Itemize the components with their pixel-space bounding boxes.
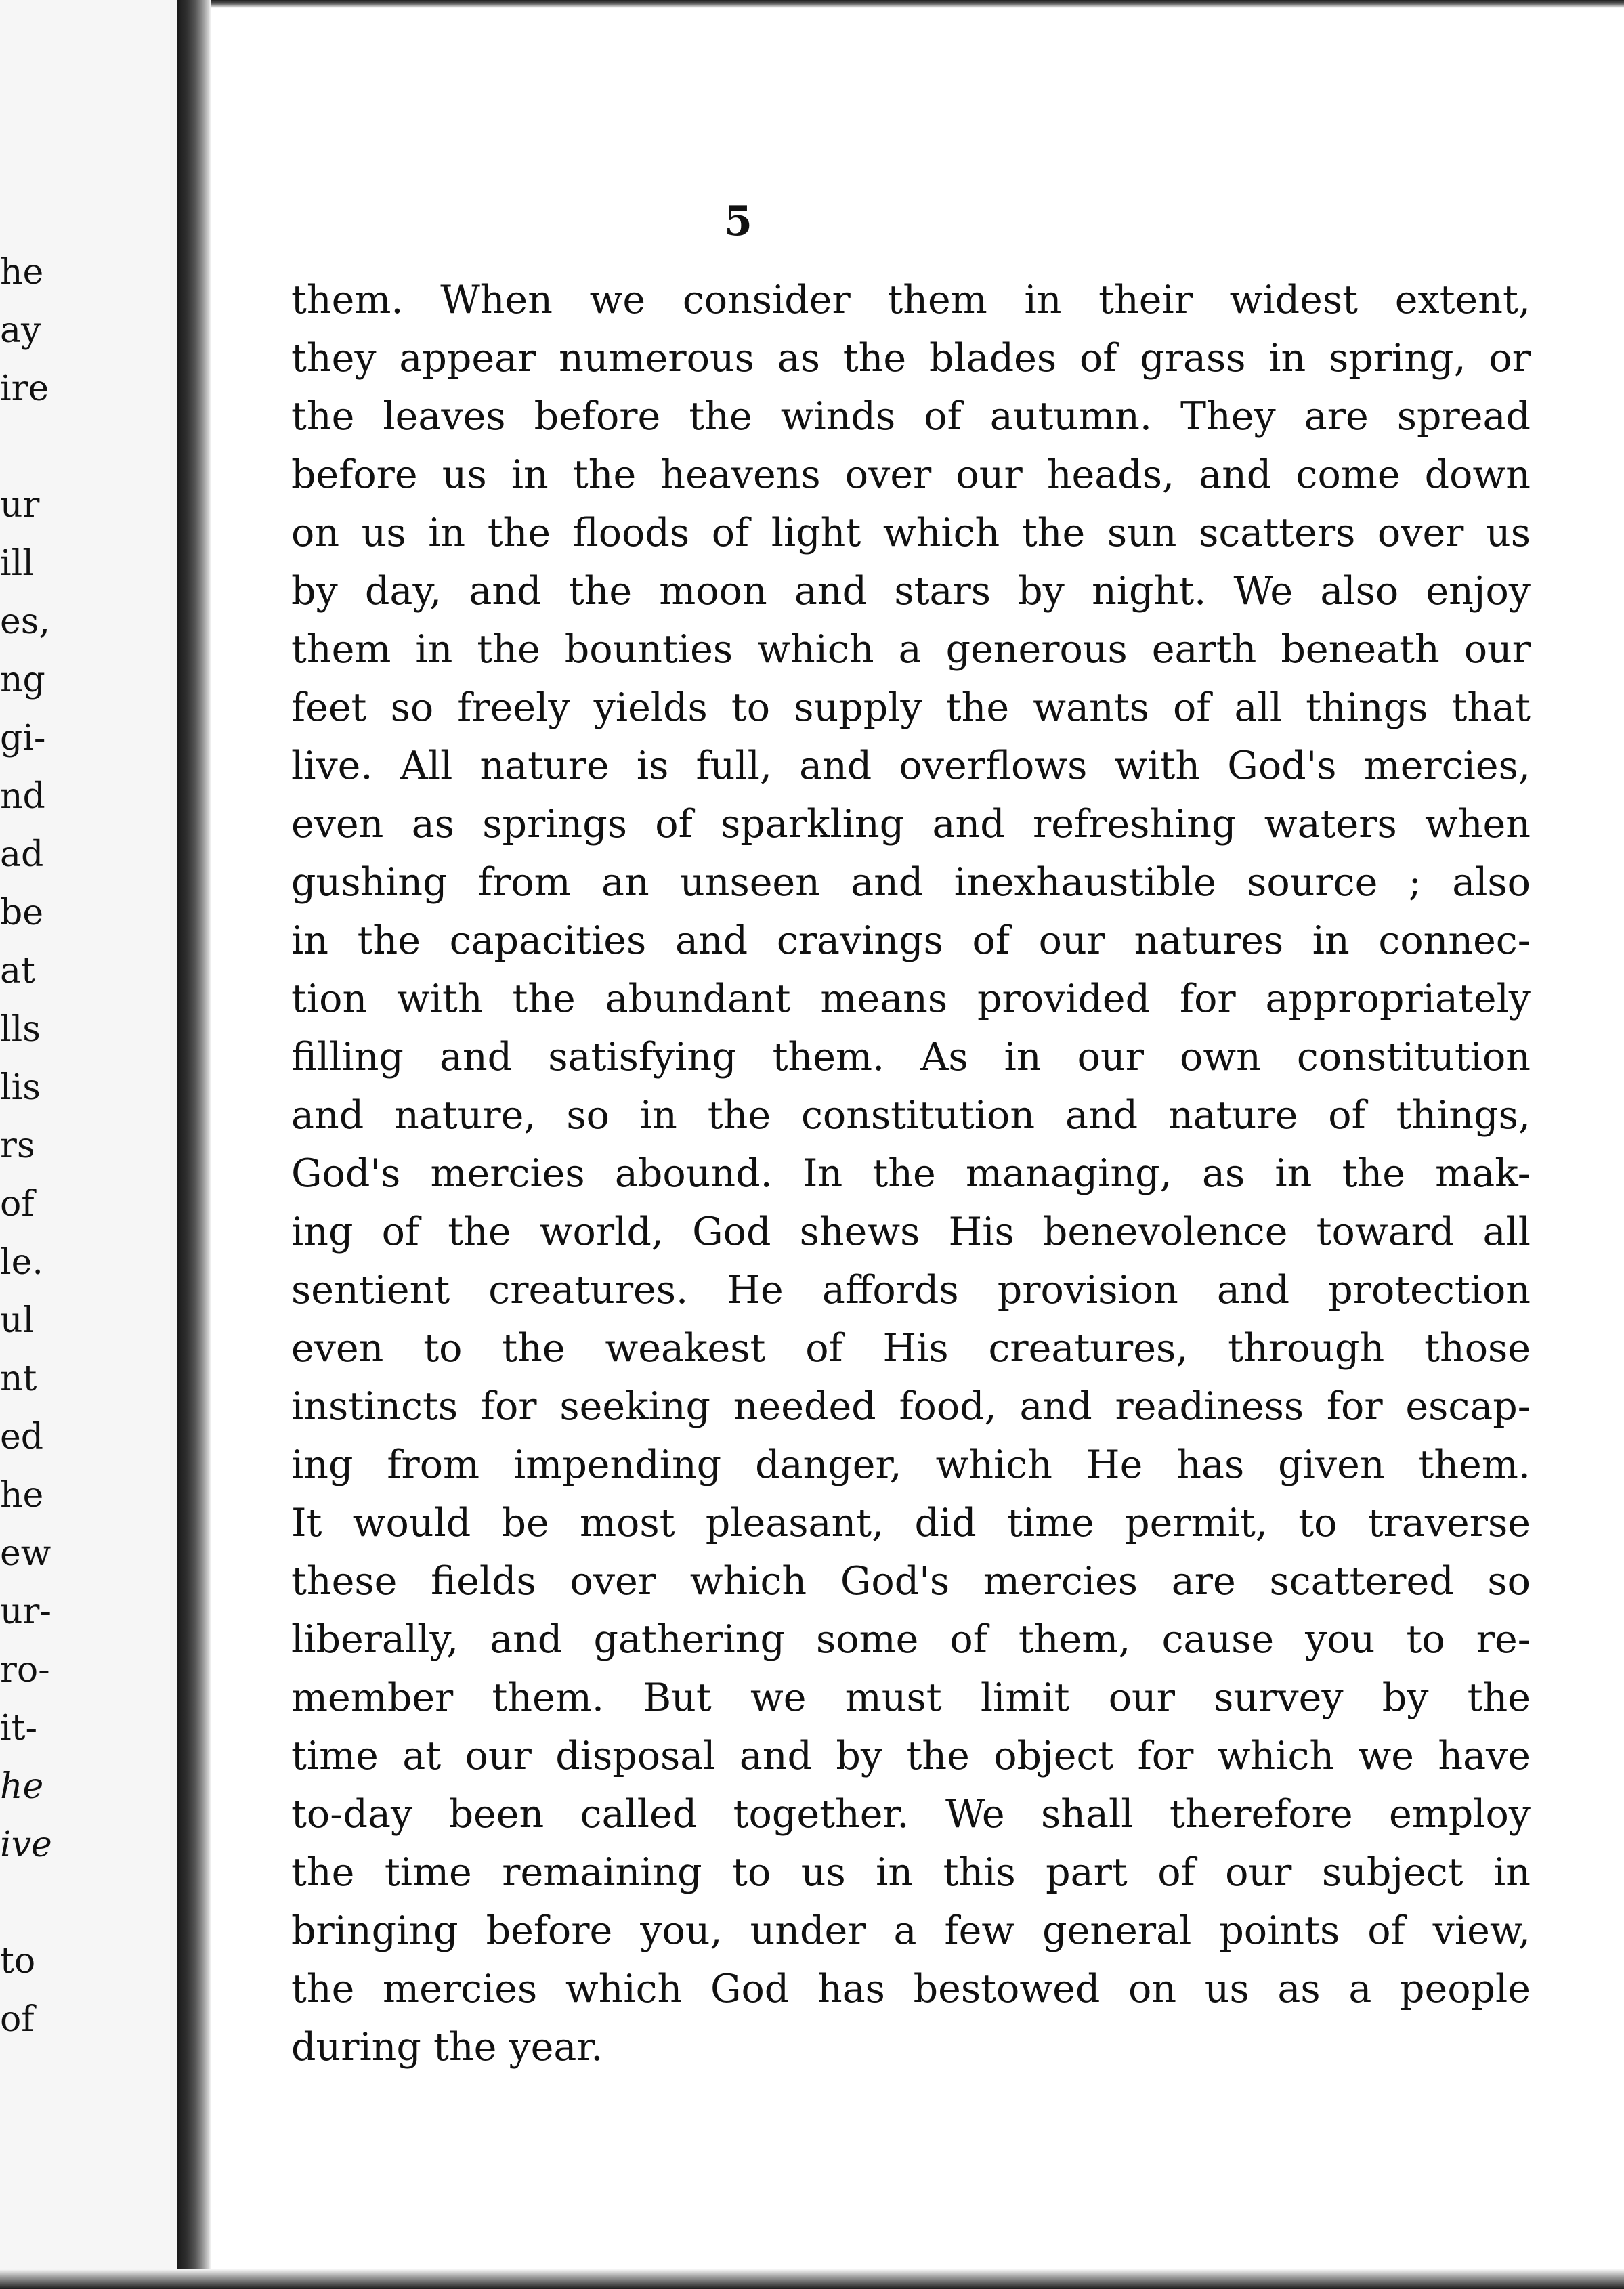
text-line: during the year. bbox=[291, 2025, 603, 2070]
left-page-fragment: ng bbox=[0, 660, 45, 700]
text-line: and nature, so in the constitution and nature of things, bbox=[291, 1093, 1531, 1138]
text-line: sentient creatures. He affords provision and protection bbox=[291, 1268, 1531, 1312]
text-line: on us in the floods of light which the sun scatters over us bbox=[291, 511, 1531, 555]
book-gutter bbox=[177, 0, 211, 2289]
text-line: live. All nature is full, and overflows with God's mercies, bbox=[291, 744, 1531, 788]
text-line: the leaves before the winds of autumn. They are spread bbox=[291, 394, 1531, 439]
text-line: filling and satisfying them. As in our own constitution bbox=[291, 1035, 1531, 1079]
left-page-fragment: he bbox=[0, 252, 44, 293]
left-page-fragment: he bbox=[0, 1766, 44, 1807]
left-page-fragment: ire bbox=[0, 368, 49, 409]
left-page-fragment: ul bbox=[0, 1300, 35, 1341]
text-line: the mercies which God has bestowed on us as a people bbox=[291, 1967, 1531, 2011]
left-page-fragment: ive bbox=[0, 1824, 52, 1865]
text-line: them. When we consider them in their widest extent, bbox=[291, 278, 1531, 322]
text-line: to-day been called together. We shall therefore employ bbox=[291, 1792, 1531, 1837]
left-page-fragment: to bbox=[0, 1941, 36, 1982]
left-facing-page bbox=[0, 0, 177, 2289]
text-line: instincts for seeking needed food, and readiness for escap- bbox=[291, 1384, 1531, 1429]
page-top-edge bbox=[211, 0, 1624, 8]
left-page-fragment: at bbox=[0, 951, 35, 991]
body-text bbox=[291, 271, 1531, 2076]
text-line: feet so freely yields to supply the wants of all things that bbox=[291, 685, 1531, 730]
text-line: the time remaining to us in this part of our subject in bbox=[291, 1850, 1531, 1895]
text-line: before us in the heavens over our heads, and come down bbox=[291, 452, 1531, 497]
left-page-fragment: es, bbox=[0, 601, 50, 642]
text-line: liberally, and gathering some of them, cause you to re- bbox=[291, 1617, 1531, 1662]
text-line: they appear numerous as the blades of grass in spring, or bbox=[291, 336, 1531, 381]
left-page-fragment: nt bbox=[0, 1359, 37, 1399]
left-page-fragment: of bbox=[0, 1184, 35, 1224]
left-page-fragment: ew bbox=[0, 1533, 51, 1574]
left-page-fragment: he bbox=[0, 1475, 44, 1516]
left-page-fragment: ur- bbox=[0, 1591, 51, 1632]
text-line: these fields over which God's mercies are scattered so bbox=[291, 1559, 1531, 1604]
text-line: even as springs of sparkling and refreshing waters when bbox=[291, 802, 1531, 847]
left-page-fragment: ur bbox=[0, 485, 40, 526]
left-page-fragment: ed bbox=[0, 1417, 44, 1457]
text-line: God's mercies abound. In the managing, as in the mak- bbox=[291, 1151, 1531, 1196]
text-line: ing of the world, God shews His benevolence toward all bbox=[291, 1210, 1531, 1254]
left-page-fragment: be bbox=[0, 893, 44, 933]
text-line: bringing before you, under a few general points of view, bbox=[291, 1908, 1531, 1953]
page-bottom-edge bbox=[0, 2269, 1624, 2289]
text-line: gushing from an unseen and inexhaustible source ; also bbox=[291, 860, 1531, 905]
text-line: ing from impending danger, which He has given them. bbox=[291, 1442, 1531, 1487]
left-page-fragment: it- bbox=[0, 1708, 38, 1749]
text-line: by day, and the moon and stars by night. We also enjoy bbox=[291, 569, 1531, 614]
text-line: It would be most pleasant, did time permit, to traverse bbox=[291, 1501, 1531, 1545]
left-page-fragment: of bbox=[0, 1999, 35, 2040]
text-line: tion with the abundant means provided for appropriately bbox=[291, 977, 1531, 1021]
left-page-fragment: ad bbox=[0, 834, 44, 875]
left-page-fragment: le. bbox=[0, 1242, 43, 1283]
left-page-fragment: nd bbox=[0, 776, 45, 817]
text-line: even to the weakest of His creatures, through those bbox=[291, 1326, 1531, 1371]
left-page-fragment: lls bbox=[0, 1009, 41, 1050]
left-page-fragment: gi- bbox=[0, 718, 46, 758]
left-page-fragment: rs bbox=[0, 1126, 35, 1166]
text-line: in the capacities and cravings of our natures in connec- bbox=[291, 918, 1531, 963]
page-number: 5 bbox=[724, 198, 752, 245]
text-line: them in the bounties which a generous earth beneath our bbox=[291, 627, 1531, 672]
left-page-fragment: lis bbox=[0, 1067, 41, 1108]
left-page-fragment: ill bbox=[0, 543, 34, 584]
text-line: member them. But we must limit our survey by the bbox=[291, 1675, 1531, 1720]
left-page-fragment: ro- bbox=[0, 1650, 50, 1690]
text-line: time at our disposal and by the object for which we have bbox=[291, 1734, 1531, 1778]
left-page-fragment: ay bbox=[0, 310, 41, 351]
